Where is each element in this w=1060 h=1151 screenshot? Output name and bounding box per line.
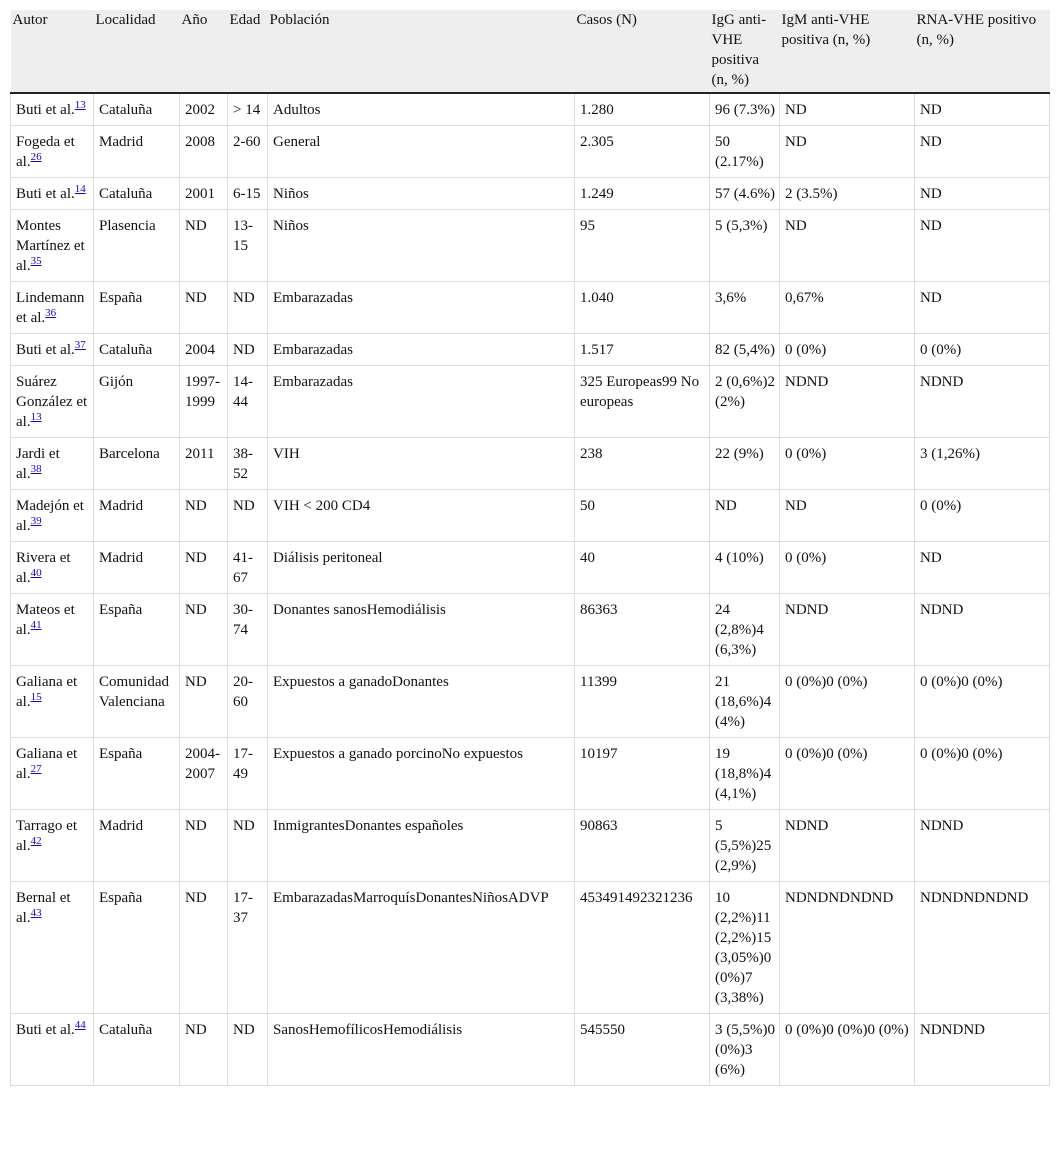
table-row (11, 282, 1050, 334)
cell-poblacion: Expuestos a ganadoDonantes (268, 666, 575, 738)
author-name: Fogeda et al. (16, 134, 75, 170)
cell-casos: 453491492321236 (575, 882, 710, 1014)
cell-casos: 50 (575, 490, 710, 542)
cell-igm: ND (780, 93, 915, 126)
cell-igg: 82 (5,4%) (710, 334, 780, 366)
cell-casos: 10197 (575, 738, 710, 810)
cell-igm: 0 (0%)0 (0%)0 (0%) (780, 1014, 915, 1086)
cell-poblacion: EmbarazadasMarroquísDonantesNiñosADVP (268, 882, 575, 1014)
cell-igg: ND (710, 490, 780, 542)
cell-poblacion: Niños (268, 178, 575, 210)
cell-rna: ND (915, 282, 1050, 334)
reference-link[interactable]: 39 (30, 515, 42, 527)
cell-igg: 3 (5,5%)0 (0%)3 (6%) (710, 1014, 780, 1086)
cell-localidad: Barcelona (94, 438, 180, 490)
author-name: Madejón et al. (16, 498, 84, 534)
author-name: Tarrago et al. (16, 818, 77, 854)
cell-igg: 21 (18,6%)4 (4%) (710, 666, 780, 738)
cell-igg: 22 (9%) (710, 438, 780, 490)
cell-anio: 2004-2007 (180, 738, 228, 810)
cell-casos: 2.305 (575, 126, 710, 178)
cell-igm: 2 (3.5%) (780, 178, 915, 210)
cell-poblacion: General (268, 126, 575, 178)
cell-casos: 1.040 (575, 282, 710, 334)
table-body (11, 93, 1050, 1086)
table-row (11, 810, 1050, 882)
cell-edad: 14-44 (228, 366, 268, 438)
cell-anio: ND (180, 282, 228, 334)
reference-link[interactable]: 27 (30, 763, 42, 775)
cell-autor (11, 282, 94, 334)
cell-anio: ND (180, 810, 228, 882)
cell-rna: 0 (0%) (915, 334, 1050, 366)
cell-anio: ND (180, 1014, 228, 1086)
header-localidad: Localidad (94, 10, 180, 93)
cell-casos: 1.280 (575, 93, 710, 126)
cell-igm: 0 (0%) (780, 334, 915, 366)
reference-link[interactable]: 36 (45, 307, 57, 319)
cell-poblacion: Expuestos a ganado porcinoNo expuestos (268, 738, 575, 810)
cell-igg: 3,6% (710, 282, 780, 334)
table-row (11, 594, 1050, 666)
header-casos: Casos (N) (575, 10, 710, 93)
cell-igm: 0,67% (780, 282, 915, 334)
cell-poblacion: Adultos (268, 93, 575, 126)
cell-edad: ND (228, 810, 268, 882)
cell-poblacion: InmigrantesDonantes españoles (268, 810, 575, 882)
cell-poblacion: VIH (268, 438, 575, 490)
author-name: Rivera et al. (16, 550, 71, 586)
cell-rna: ND (915, 93, 1050, 126)
cell-casos: 545550 (575, 1014, 710, 1086)
cell-anio: ND (180, 594, 228, 666)
cell-rna: 3 (1,26%) (915, 438, 1050, 490)
cell-autor (11, 210, 94, 282)
cell-poblacion: Embarazadas (268, 366, 575, 438)
cell-edad: 38-52 (228, 438, 268, 490)
cell-anio: ND (180, 210, 228, 282)
cell-edad: 17-37 (228, 882, 268, 1014)
cell-autor (11, 490, 94, 542)
cell-anio: 1997-1999 (180, 366, 228, 438)
cell-edad: 13-15 (228, 210, 268, 282)
cell-igm: 0 (0%) (780, 542, 915, 594)
cell-casos: 40 (575, 542, 710, 594)
cell-autor (11, 810, 94, 882)
cell-casos: 325 Europeas99 No europeas (575, 366, 710, 438)
cell-rna: 0 (0%)0 (0%) (915, 666, 1050, 738)
author-name: Montes Martínez et al. (16, 218, 85, 274)
cell-rna: NDND (915, 594, 1050, 666)
header-anio: Año (180, 10, 228, 93)
header-igm: IgM anti-VHE positiva (n, %) (780, 10, 915, 93)
cell-autor (11, 666, 94, 738)
cell-poblacion: Donantes sanosHemodiálisis (268, 594, 575, 666)
cell-localidad: Cataluña (94, 1014, 180, 1086)
cell-igg: 50 (2.17%) (710, 126, 780, 178)
cell-casos: 95 (575, 210, 710, 282)
author-name: Lindemann et al. (16, 290, 85, 326)
table-row (11, 438, 1050, 490)
cell-localidad: España (94, 882, 180, 1014)
cell-localidad: Plasencia (94, 210, 180, 282)
reference-link[interactable]: 38 (30, 463, 42, 475)
cell-localidad: Cataluña (94, 93, 180, 126)
cell-autor (11, 738, 94, 810)
cell-casos: 1.249 (575, 178, 710, 210)
cell-rna: NDNDND (915, 1014, 1050, 1086)
cell-casos: 11399 (575, 666, 710, 738)
author-name: Suárez González et al. (16, 374, 88, 430)
reference-link[interactable]: 43 (30, 907, 42, 919)
cell-poblacion: Niños (268, 210, 575, 282)
cell-rna: NDND (915, 810, 1050, 882)
cell-edad: ND (228, 282, 268, 334)
header-poblacion: Población (268, 10, 575, 93)
cell-autor (11, 1014, 94, 1086)
cell-rna: ND (915, 126, 1050, 178)
cell-igg: 19 (18,8%)4 (4,1%) (710, 738, 780, 810)
cell-autor (11, 882, 94, 1014)
cell-igm: ND (780, 126, 915, 178)
cell-autor (11, 93, 94, 126)
author-name: Buti et al. (16, 186, 75, 202)
cell-localidad: Cataluña (94, 178, 180, 210)
cell-igg: 2 (0,6%)2 (2%) (710, 366, 780, 438)
reference-link[interactable]: 13 (30, 411, 42, 423)
reference-link[interactable]: 13 (74, 99, 86, 111)
cell-localidad: Gijón (94, 366, 180, 438)
cell-casos: 1.517 (575, 334, 710, 366)
cell-autor (11, 594, 94, 666)
header-row (11, 10, 1050, 93)
table-row (11, 178, 1050, 210)
cell-localidad: Cataluña (94, 334, 180, 366)
reference-link[interactable]: 14 (74, 183, 86, 195)
header-igg: IgG anti-VHE positiva (n, %) (710, 10, 780, 93)
cell-igg: 4 (10%) (710, 542, 780, 594)
cell-autor (11, 334, 94, 366)
cell-anio: 2008 (180, 126, 228, 178)
header-autor: Autor (11, 10, 94, 93)
cell-autor (11, 126, 94, 178)
cell-igm: NDND (780, 594, 915, 666)
reference-link[interactable]: 44 (74, 1019, 86, 1031)
cell-localidad: Madrid (94, 126, 180, 178)
cell-poblacion: Diálisis peritoneal (268, 542, 575, 594)
cell-poblacion: SanosHemofílicosHemodiálisis (268, 1014, 575, 1086)
cell-anio: ND (180, 490, 228, 542)
hev-studies-table (10, 10, 1050, 1086)
author-name: Mateos et al. (16, 602, 75, 638)
cell-edad: ND (228, 1014, 268, 1086)
cell-igm: 0 (0%) (780, 438, 915, 490)
cell-localidad: España (94, 738, 180, 810)
cell-rna: ND (915, 542, 1050, 594)
table-row (11, 334, 1050, 366)
author-name: Buti et al. (16, 102, 75, 118)
cell-anio: 2002 (180, 93, 228, 126)
reference-link[interactable]: 26 (30, 151, 42, 163)
table-row (11, 542, 1050, 594)
cell-casos: 86363 (575, 594, 710, 666)
author-name: Buti et al. (16, 342, 75, 358)
cell-igg: 24 (2,8%)4 (6,3%) (710, 594, 780, 666)
cell-igm: NDND (780, 810, 915, 882)
cell-autor (11, 542, 94, 594)
cell-anio: ND (180, 666, 228, 738)
table-row (11, 366, 1050, 438)
table-row (11, 666, 1050, 738)
cell-igg: 57 (4.6%) (710, 178, 780, 210)
cell-edad: 20-60 (228, 666, 268, 738)
cell-igg: 96 (7.3%) (710, 93, 780, 126)
cell-igm: NDNDNDNDND (780, 882, 915, 1014)
reference-link[interactable]: 40 (30, 567, 42, 579)
cell-edad: 2-60 (228, 126, 268, 178)
cell-igm: 0 (0%)0 (0%) (780, 666, 915, 738)
table-row (11, 126, 1050, 178)
author-name: Galiana et al. (16, 674, 78, 710)
table-row (11, 210, 1050, 282)
cell-rna: NDND (915, 366, 1050, 438)
table-row (11, 882, 1050, 1014)
cell-anio: 2001 (180, 178, 228, 210)
cell-anio: 2011 (180, 438, 228, 490)
author-name: Jardi et al. (16, 446, 60, 482)
author-name: Bernal et al. (16, 890, 71, 926)
cell-edad: > 14 (228, 93, 268, 126)
header-rna: RNA-VHE positivo (n, %) (915, 10, 1050, 93)
reference-link[interactable]: 37 (74, 339, 86, 351)
cell-autor (11, 366, 94, 438)
cell-anio: 2004 (180, 334, 228, 366)
cell-rna: 0 (0%) (915, 490, 1050, 542)
cell-igm: 0 (0%)0 (0%) (780, 738, 915, 810)
table-row (11, 490, 1050, 542)
reference-link[interactable]: 41 (30, 619, 42, 631)
cell-casos: 90863 (575, 810, 710, 882)
cell-localidad: Comunidad Valenciana (94, 666, 180, 738)
table-row (11, 738, 1050, 810)
cell-edad: 30-74 (228, 594, 268, 666)
cell-autor (11, 438, 94, 490)
cell-anio: ND (180, 882, 228, 1014)
cell-edad: 17-49 (228, 738, 268, 810)
header-edad: Edad (228, 10, 268, 93)
reference-link[interactable]: 15 (30, 691, 42, 703)
cell-anio: ND (180, 542, 228, 594)
cell-rna: NDNDNDNDND (915, 882, 1050, 1014)
cell-rna: ND (915, 178, 1050, 210)
cell-localidad: Madrid (94, 810, 180, 882)
author-name: Buti et al. (16, 1022, 75, 1038)
table-row (11, 93, 1050, 126)
reference-link[interactable]: 42 (30, 835, 42, 847)
cell-igg: 10 (2,2%)11 (2,2%)15 (3,05%)0 (0%)7 (3,38%) (710, 882, 780, 1014)
cell-localidad: España (94, 282, 180, 334)
cell-poblacion: Embarazadas (268, 282, 575, 334)
cell-igg: 5 (5,5%)25 (2,9%) (710, 810, 780, 882)
cell-edad: 41-67 (228, 542, 268, 594)
cell-rna: ND (915, 210, 1050, 282)
cell-igg: 5 (5,3%) (710, 210, 780, 282)
cell-poblacion: VIH < 200 CD4 (268, 490, 575, 542)
cell-casos: 238 (575, 438, 710, 490)
cell-edad: 6-15 (228, 178, 268, 210)
cell-localidad: Madrid (94, 542, 180, 594)
cell-edad: ND (228, 490, 268, 542)
cell-autor (11, 178, 94, 210)
author-name: Galiana et al. (16, 746, 78, 782)
cell-igm: ND (780, 490, 915, 542)
reference-link[interactable]: 35 (30, 255, 42, 267)
cell-edad: ND (228, 334, 268, 366)
cell-igm: NDND (780, 366, 915, 438)
table-row (11, 1014, 1050, 1086)
cell-localidad: España (94, 594, 180, 666)
cell-igm: ND (780, 210, 915, 282)
cell-poblacion: Embarazadas (268, 334, 575, 366)
cell-localidad: Madrid (94, 490, 180, 542)
cell-rna: 0 (0%)0 (0%) (915, 738, 1050, 810)
